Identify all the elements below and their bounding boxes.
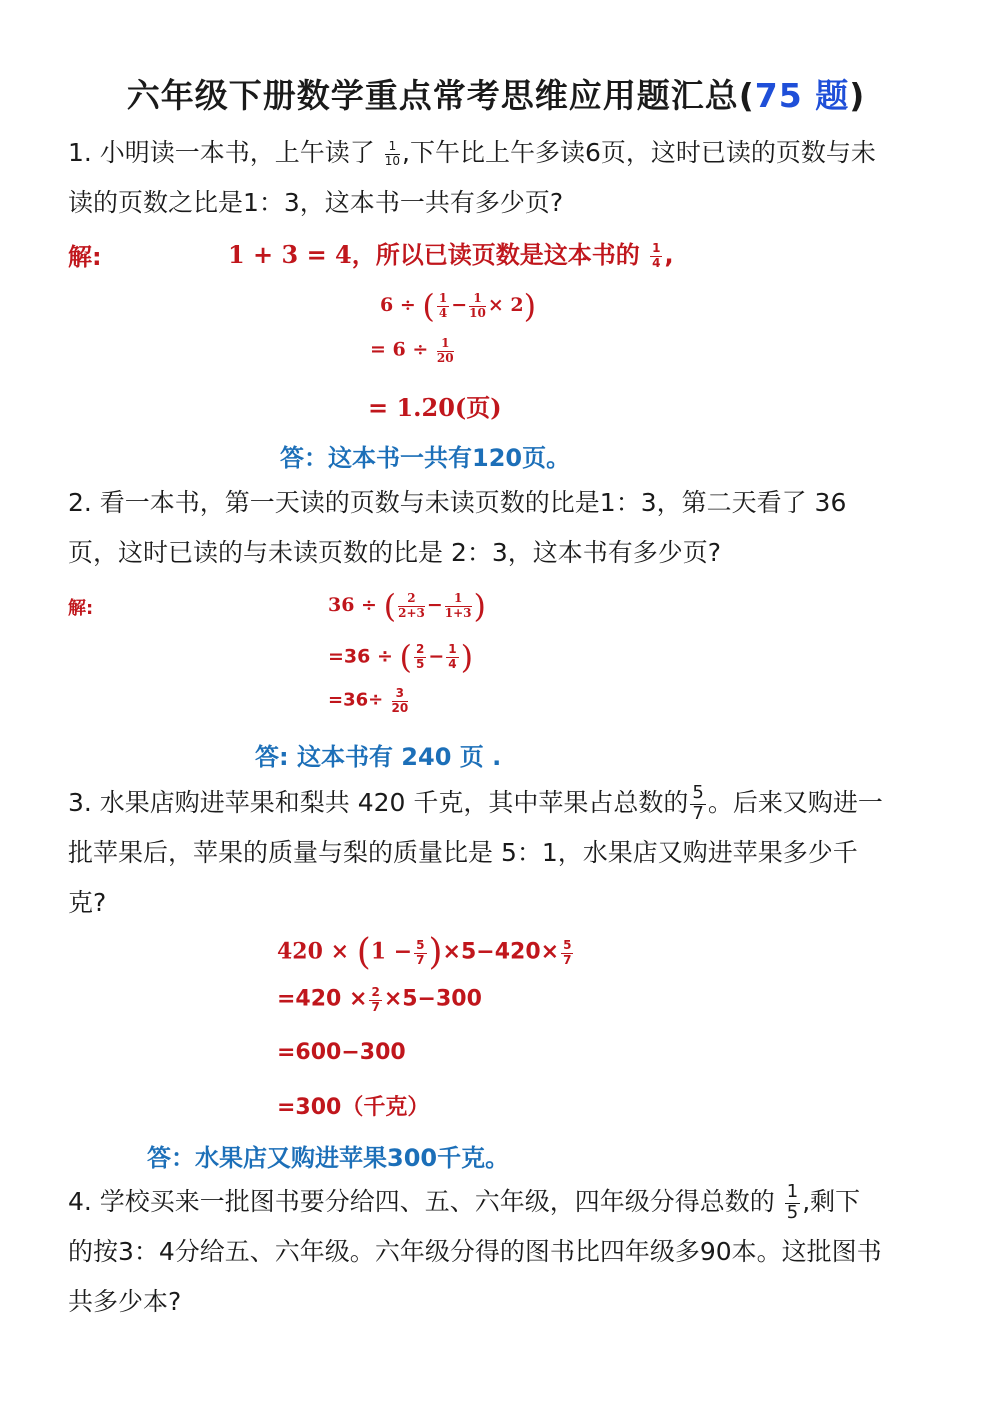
q2-text-line1: 2. 看一本书，第一天读的页数与未读页数的比是1：3，第二天看了 36 xyxy=(68,488,847,517)
q3-step3: =600−300 xyxy=(277,1040,406,1065)
q2-answer: 答: 这本书有 240 页 . xyxy=(255,743,502,771)
q3-answer: 答：水果店又购进苹果300千克。 xyxy=(147,1144,510,1172)
page-title: 六年级下册数学重点常考思维应用题汇总(75 题) xyxy=(126,76,866,115)
q2-step3: =36÷ $\frac{3}{20}$ xyxy=(328,686,409,715)
q3-text-line1: 3. 水果店购进苹果和梨共 420 千克，其中苹果占总数的 $\frac{5}{7}$ 。后来又购进一 xyxy=(68,782,883,824)
q3-step2: =420 × $\frac{2}{7}$ ×5−300 xyxy=(277,985,482,1014)
q1-step3: = 6 ÷ $\frac{1}{20}$ xyxy=(370,336,454,365)
q2-step2: =36 ÷ ( $\frac{2}{5}$ − $\frac{1}{4}$ ) xyxy=(328,638,474,676)
q1-text-line2: 读的页数之比是1：3，这本书一共有多少页? xyxy=(68,188,564,217)
q3-text-line2: 批苹果后，苹果的质量与梨的质量比是 5：1，水果店又购进苹果多少千 xyxy=(68,838,858,867)
q1-solution-label: 解: xyxy=(68,243,102,271)
q3-step4: =300（千克） xyxy=(277,1095,430,1120)
q1-step4: = 1.20(页) xyxy=(368,393,502,422)
q1-step2: 6 ÷ ( $\frac{1}{4}$ − $\frac{1}{10}$ × 2) xyxy=(380,287,537,325)
q1-text-line1: 1. 小明读一本书，上午读了 $\frac{1}{10}$ ,下午比上午多读6页，这时已读的页数与未 xyxy=(68,138,876,168)
q1-step1: 1 + 3 = 4，所以已读页数是这本书的 $\frac{1}{4}$ , xyxy=(228,240,674,270)
q2-text-line2: 页，这时已读的与未读页数的比是 2：3，这本书有多少页? xyxy=(68,538,722,567)
q1-answer: 答：这本书一共有120页。 xyxy=(280,444,571,472)
q4-text-line3: 共多少本? xyxy=(68,1287,182,1316)
q3-text-line3: 克? xyxy=(68,888,107,917)
question-count: 75 题 xyxy=(754,76,850,115)
q3-step1: 420 × (1 − $\frac{5}{7}$ )×5−420× $\frac{5}{7}$ xyxy=(277,932,572,973)
q4-text-line1: 4. 学校买来一批图书要分给四、五、六年级，四年级分得总数的 $\frac{1}{5}$ ,剩下 xyxy=(68,1181,861,1223)
q2-solution-label: 解: xyxy=(68,598,94,619)
q2-step1: 36 ÷ ( $\frac{2}{2+3}$ − $\frac{1}{1+3}$ ) xyxy=(328,587,487,625)
q4-text-line2: 的按3：4分给五、六年级。六年级分得的图书比四年级多90本。这批图书 xyxy=(68,1237,882,1266)
